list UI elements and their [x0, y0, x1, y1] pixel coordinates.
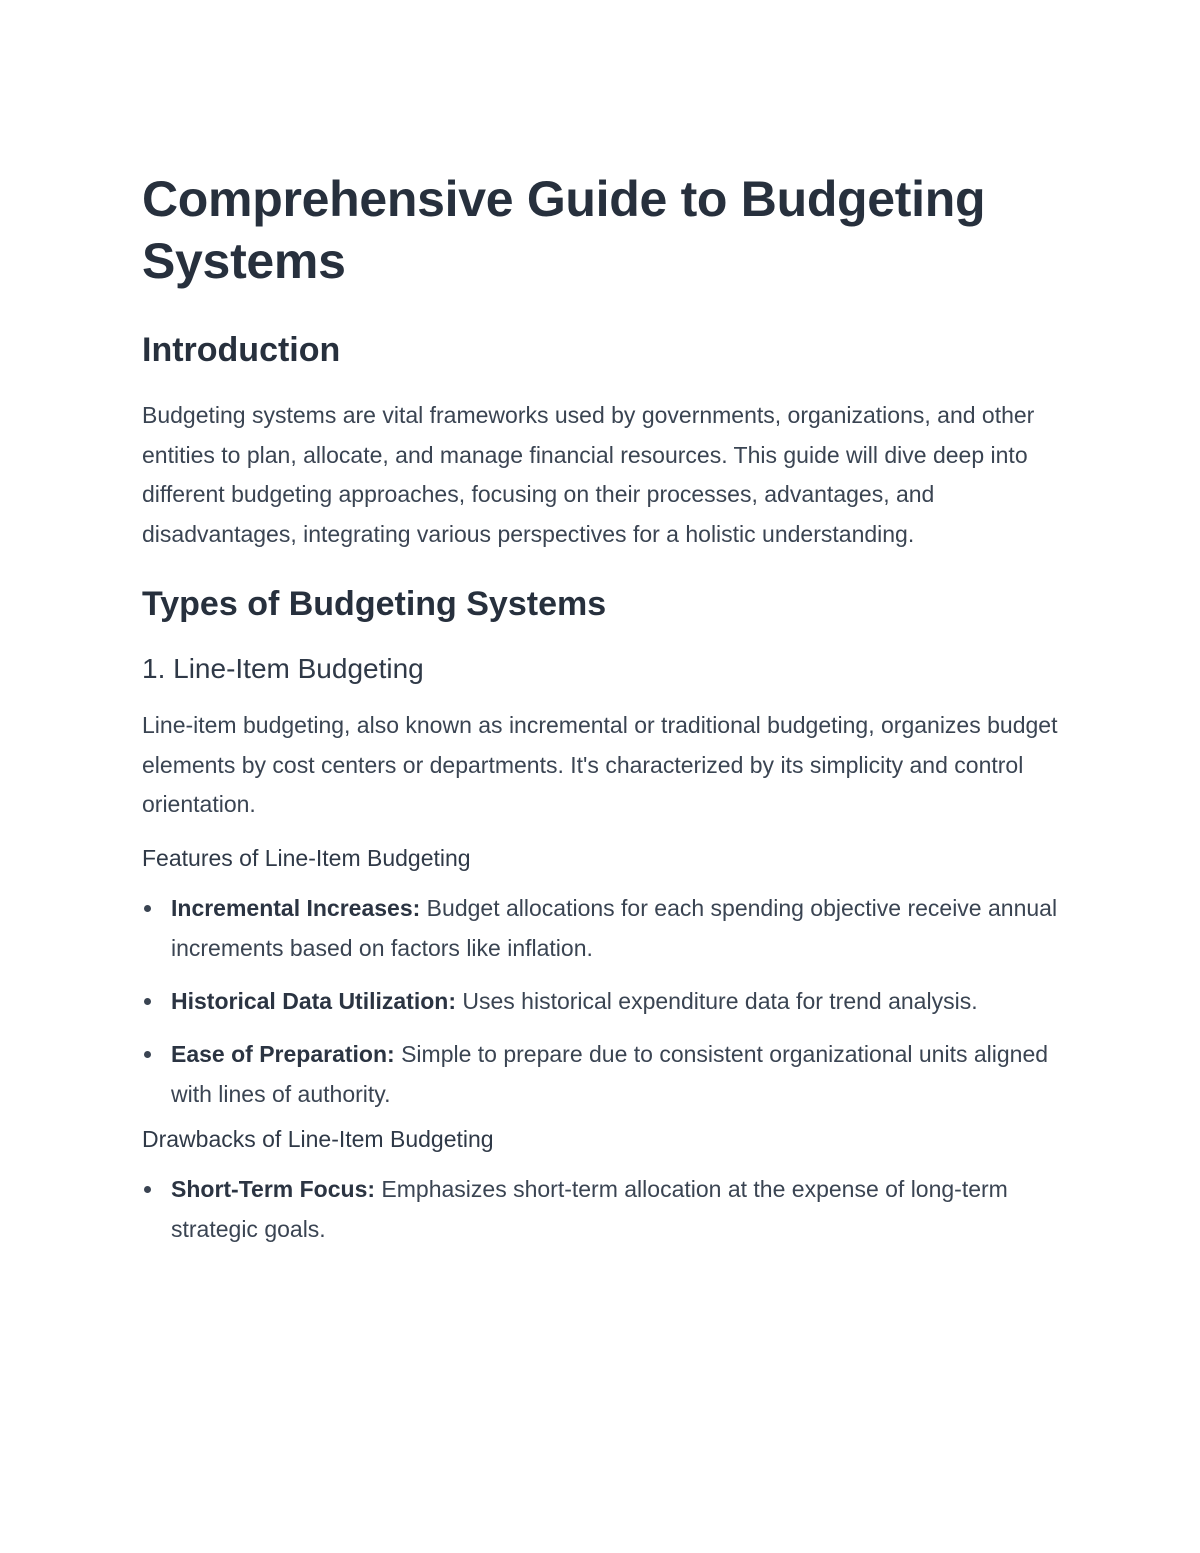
- list-item: [142, 981, 1072, 1021]
- drawbacks-heading: Drawbacks of Line-Item Budgeting: [142, 1125, 494, 1152]
- list-item: [142, 1034, 1072, 1114]
- list-item-term: Ease of Preparation:: [171, 1040, 395, 1067]
- document-title: Comprehensive Guide to Budgeting Systems: [142, 171, 986, 289]
- drawbacks-list: [142, 1169, 1072, 1249]
- list-item-term: Short-Term Focus:: [171, 1175, 376, 1202]
- types-heading: Types of Budgeting Systems: [142, 585, 607, 623]
- bullet-icon: [144, 1051, 151, 1058]
- list-item-text: Emphasizes short-term allocation at the expense of long-term strategic goals.: [171, 1175, 1008, 1242]
- introduction-heading: Introduction: [142, 331, 341, 369]
- bullet-icon: [144, 905, 151, 912]
- list-item-text: Budget allocations for each spending objective receive annual increments based on factors like inflation.: [171, 894, 1058, 961]
- line-item-heading: 1. Line-Item Budgeting: [142, 653, 424, 684]
- introduction-paragraph: Budgeting systems are vital frameworks used by governments, organizations, and other entities to plan, allocate, and manage financial resources. This guide will dive deep into different budgeting approaches, focusing on their processes, advantages, and disadvantages, integrating various perspectives for a holistic understanding.: [142, 402, 1035, 547]
- list-item: [142, 888, 1072, 968]
- bullet-icon: [144, 1186, 151, 1193]
- document-content: [142, 168, 1072, 1249]
- list-item: [142, 1169, 1072, 1249]
- list-item-term: Incremental Increases:: [171, 894, 421, 921]
- features-list: [142, 888, 1072, 1114]
- list-item-text: Simple to prepare due to consistent organizational units aligned with lines of authority.: [171, 1040, 1049, 1107]
- bullet-icon: [144, 998, 151, 1005]
- features-heading: Features of Line-Item Budgeting: [142, 844, 471, 871]
- line-item-paragraph: Line-item budgeting, also known as incremental or traditional budgeting, organizes budget elements by cost centers or departments. It's characterized by its simplicity and control orientation.: [142, 712, 1058, 817]
- list-item-text: Uses historical expenditure data for trend analysis.: [455, 987, 978, 1014]
- list-item-term: Historical Data Utilization:: [171, 987, 456, 1014]
